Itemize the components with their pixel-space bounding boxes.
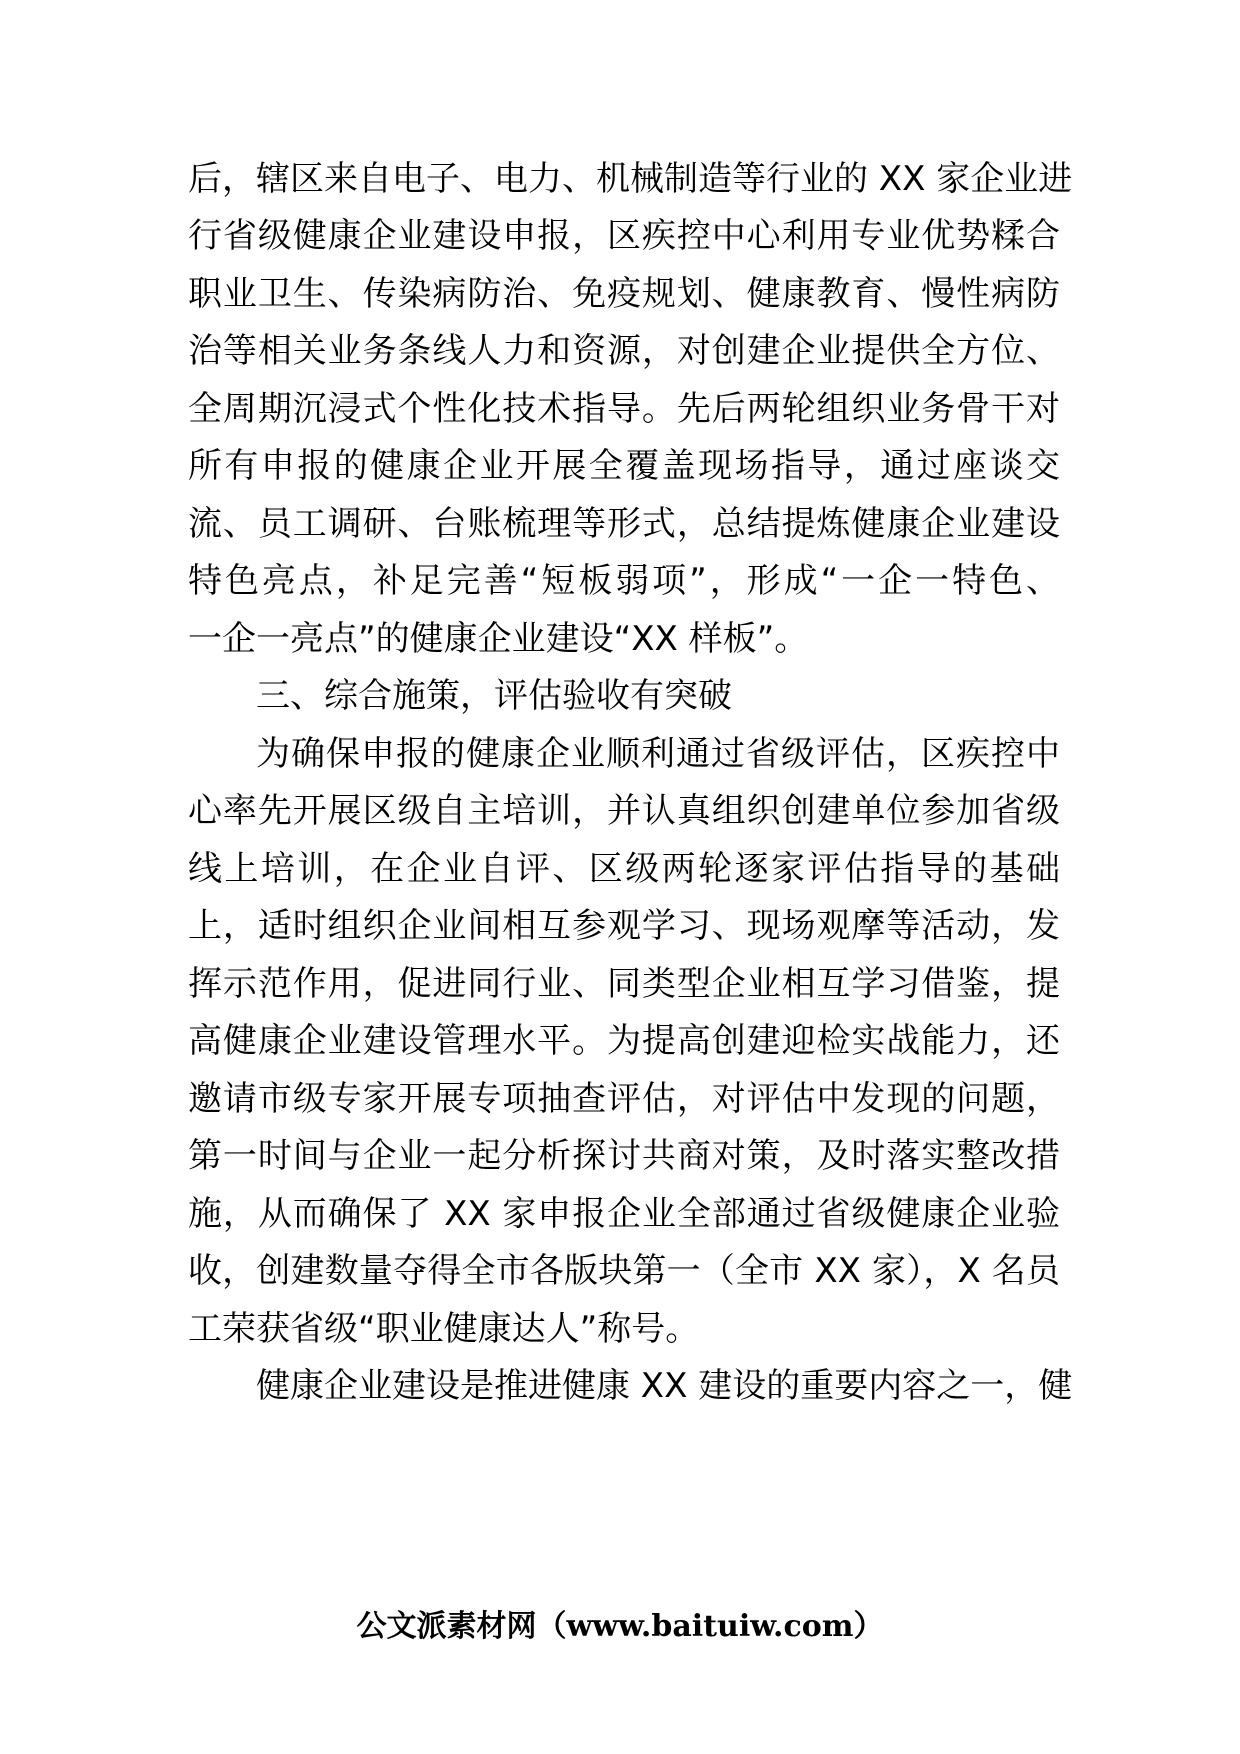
paragraph-1-line: 全周期沉浸式个性化技术指导。先后两轮组织业务骨干对	[188, 389, 1060, 429]
paragraph-2-line: 线上培训，在企业自评、区级两轮逐家评估指导的基础	[188, 849, 1060, 889]
paragraph-1-line: 一企一亮点”的健康企业建设“XX 样板”。	[188, 619, 809, 659]
paragraph-2-line: 施，从而确保了 XX 家申报企业全部通过省级健康企业验	[188, 1194, 1060, 1234]
paragraph-1-line: 流、员工调研、台账梳理等形式，总结提炼健康企业建设	[188, 504, 1060, 544]
paragraph-2-line: 第一时间与企业一起分析探讨共商对策，及时落实整改措	[188, 1136, 1060, 1176]
paragraph-2-line: 邀请市级专家开展专项抽查评估，对评估中发现的问题，	[188, 1079, 1060, 1119]
paragraph-1-line: 行省级健康企业建设申报，区疾控中心利用专业优势糅合	[188, 216, 1060, 256]
paragraph-2-line: 工荣获省级“职业健康达人”称号。	[188, 1309, 700, 1349]
paragraph-1-line: 后，辖区来自电子、电力、机械制造等行业的 XX 家企业进	[188, 159, 1073, 199]
paragraph-3-line: 健康企业建设是推进健康 XX 建设的重要内容之一，健	[256, 1366, 1073, 1406]
paragraph-1-line: 特色亮点，补足完善“短板弱项”，形成“一企一特色、	[188, 561, 1060, 601]
paragraph-2-line: 收，创建数量夺得全市各版块第一（全市 XX 家），X 名员	[188, 1251, 1060, 1291]
paragraph-2-line: 心率先开展区级自主培训，并认真组织创建单位参加省级	[188, 791, 1060, 831]
paragraph-2-line: 为确保申报的健康企业顺利通过省级评估，区疾控中	[256, 734, 1060, 774]
paragraph-1-line: 治等相关业务条线人力和资源，对创建企业提供全方位、	[188, 331, 1060, 371]
paragraph-2-line: 上，适时组织企业间相互参观学习、现场观摩等活动，发	[188, 906, 1060, 946]
paragraph-2-line: 高健康企业建设管理水平。为提高创建迎检实战能力，还	[188, 1021, 1060, 1061]
paragraph-1-line: 所有申报的健康企业开展全覆盖现场指导，通过座谈交	[188, 446, 1060, 486]
footer-watermark: 公文派素材网（www.baituiw.com）	[356, 1609, 884, 1644]
section-heading: 三、综合施策，评估验收有突破	[256, 676, 732, 716]
paragraph-2-line: 挥示范作用，促进同行业、同类型企业相互学习借鉴，提	[188, 964, 1060, 1004]
paragraph-1-line: 职业卫生、传染病防治、免疫规划、健康教育、慢性病防	[188, 274, 1060, 314]
